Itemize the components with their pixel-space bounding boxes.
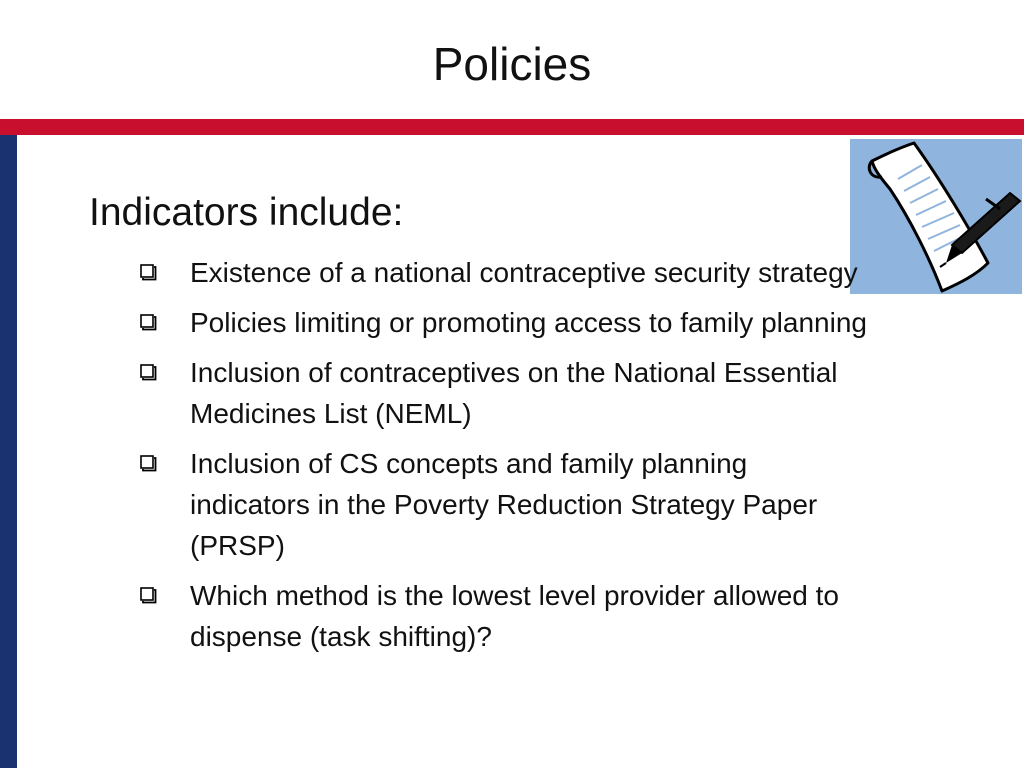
- bullet-text: Policies limiting or promoting access to family planning: [190, 307, 867, 338]
- bullet-text: Inclusion of contraceptives on the National Essential Medicines List (NEML): [190, 357, 838, 429]
- indicator-bullet-list: [140, 252, 870, 666]
- checkbox-square-icon: [140, 455, 157, 472]
- bullet-text: Which method is the lowest level provider allowed to dispense (task shifting)?: [190, 580, 839, 652]
- list-item: [140, 302, 870, 343]
- bullet-text: Existence of a national contraceptive security strategy: [190, 257, 858, 288]
- list-item: [140, 252, 870, 293]
- checkbox-square-icon: [140, 314, 157, 331]
- bullet-text: Inclusion of CS concepts and family planning indicators in the Poverty Reduction Strategy Paper (PRSP): [190, 448, 818, 561]
- left-blue-sidebar-bar: [0, 135, 17, 768]
- header-red-divider: [0, 119, 1024, 135]
- list-item: [140, 443, 870, 566]
- checkbox-square-icon: [140, 587, 157, 604]
- document-and-pen-icon: [850, 139, 1022, 294]
- list-item: [140, 575, 870, 657]
- checkbox-square-icon: [140, 264, 157, 281]
- slide-title: Policies: [432, 38, 592, 90]
- list-item: [140, 352, 870, 434]
- indicators-heading: Indicators include:: [89, 191, 404, 234]
- checkbox-square-icon: [140, 364, 157, 381]
